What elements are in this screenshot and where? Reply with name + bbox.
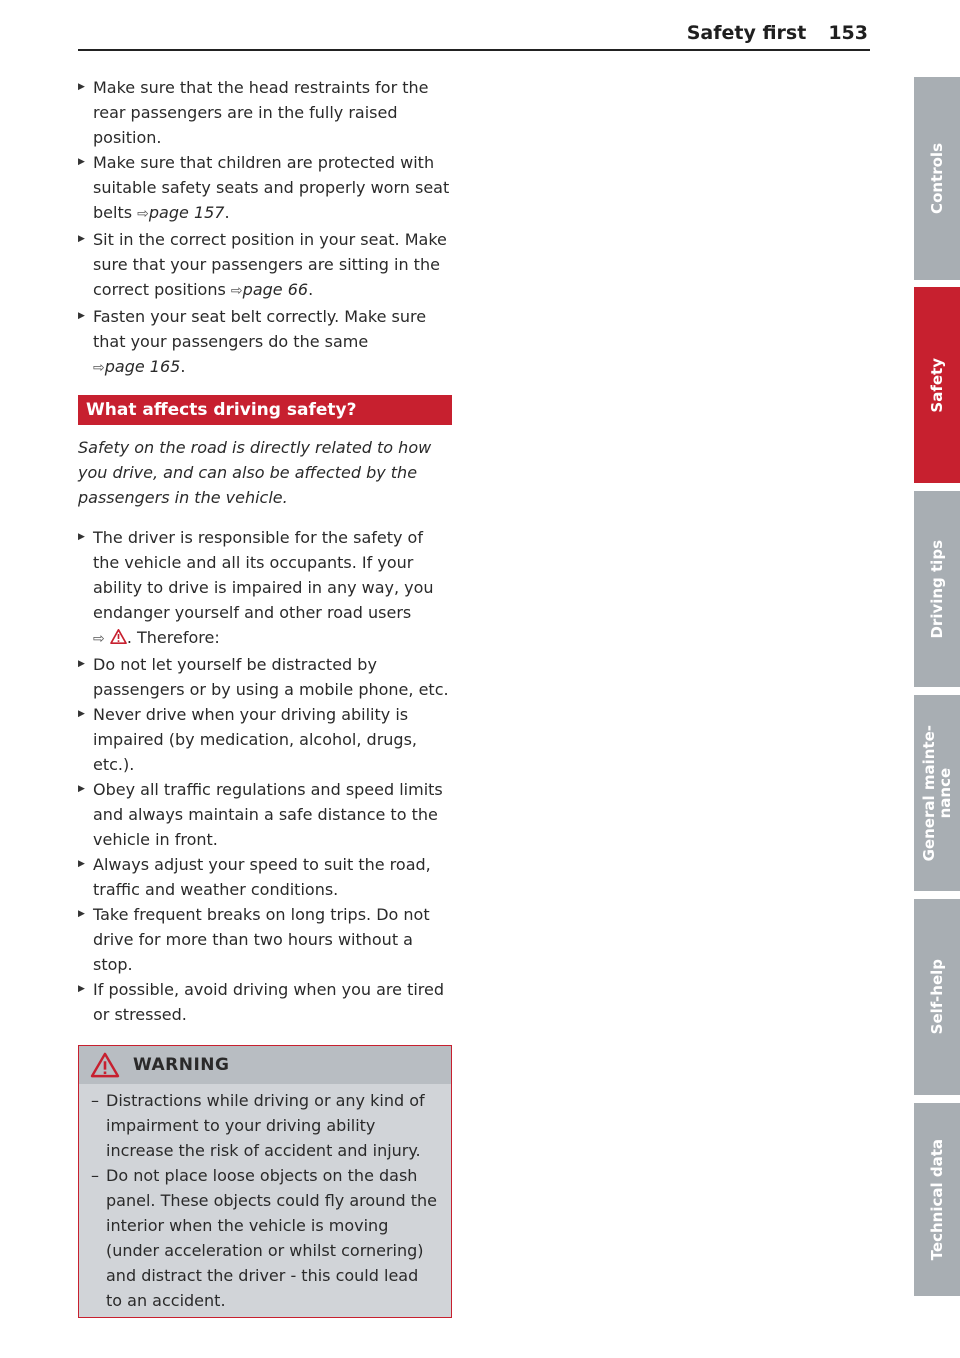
warning-triangle-icon[interactable] [110, 629, 127, 644]
list-item: ▶ Make sure that children are protected with suitable safety seats and properly worn seat belts ⇨page 157. [78, 150, 452, 227]
tab-driving-tips[interactable] [914, 491, 960, 687]
tab-safety[interactable] [914, 287, 960, 483]
arrow-right-icon: ⇨ [137, 206, 149, 222]
main-column [78, 75, 452, 1318]
page-header [687, 22, 868, 44]
warning-item: – Do not place loose objects on the dash panel. These objects could fly around the interior when the vehicle is moving (under acceleration or whilst cornering) and distract the driver - this could lead to an accident. [91, 1163, 439, 1313]
list-item: ▶ Sit in the correct position in your seat. Make sure that your passengers are sitting in the correct positions ⇨page 66. [78, 227, 452, 304]
tab-label: Self-help [928, 959, 946, 1035]
list-item: ▶ The driver is responsible for the safety of the vehicle and all its occupants. If your ability to drive is impaired in any way, you endanger yourself and other road users ⇨ . Therefore: [78, 525, 452, 652]
arrow-right-icon: ⇨ [230, 283, 243, 299]
warning-body [79, 1084, 451, 1317]
tab-label: Safety [928, 357, 946, 413]
tab-technical-data[interactable] [914, 1103, 960, 1296]
list-item: ▶ Obey all traffic regulations and speed limits and always maintain a safe distance to the vehicle in front. [78, 777, 452, 852]
tab-self-help[interactable] [914, 899, 960, 1095]
warning-triangle-icon [89, 1052, 121, 1078]
warning-item: – Distractions while driving or any kind of impairment to your driving ability increase the risk of accident and injury. [91, 1088, 439, 1163]
list-item: ▶ Always adjust your speed to suit the road, traffic and weather conditions. [78, 852, 452, 902]
warning-title: WARNING [133, 1054, 230, 1075]
section-intro: Safety on the road is directly related to how you drive, and can also be affected by the passengers in the vehicle. [78, 438, 432, 507]
arrow-right-icon: ⇨ [93, 631, 105, 647]
warning-header [79, 1046, 451, 1084]
page-number: 153 [828, 22, 868, 44]
list-item: ▶ Make sure that the head restraints for the rear passengers are in the fully raised position. [78, 75, 452, 150]
tab-controls[interactable] [914, 77, 960, 280]
page-reference-link[interactable]: page 157 [148, 203, 225, 222]
warning-box [78, 1045, 452, 1318]
list-item: ▶ Fasten your seat belt correctly. Make sure that your passengers do the same ⇨page 165. [78, 304, 452, 381]
page-reference-link[interactable]: page 66 [242, 280, 309, 299]
tab-label: Controls [928, 143, 946, 214]
tab-label: Driving tips [928, 539, 946, 639]
section-heading: What affects driving safety? [78, 395, 452, 425]
list-item: ▶ If possible, avoid driving when you are tired or stressed. [78, 977, 452, 1027]
list-item: ▶ Never drive when your driving ability is impaired (by medication, alcohol, drugs, etc.). [78, 702, 452, 777]
list-item: ▶ Do not let yourself be distracted by passengers or by using a mobile phone, etc. [78, 652, 452, 702]
header-divider [78, 49, 870, 51]
header-section-title: Safety first [686, 22, 807, 44]
tab-label: Technical data [928, 1138, 946, 1261]
list-item: ▶ Take frequent breaks on long trips. Do not drive for more than two hours without a stop. [78, 902, 452, 977]
arrow-right-icon: ⇨ [93, 360, 105, 376]
tab-general-maintenance[interactable] [914, 695, 960, 891]
tab-label: General mainte- nance [920, 724, 954, 862]
page-reference-link[interactable]: page 165 [104, 357, 181, 376]
